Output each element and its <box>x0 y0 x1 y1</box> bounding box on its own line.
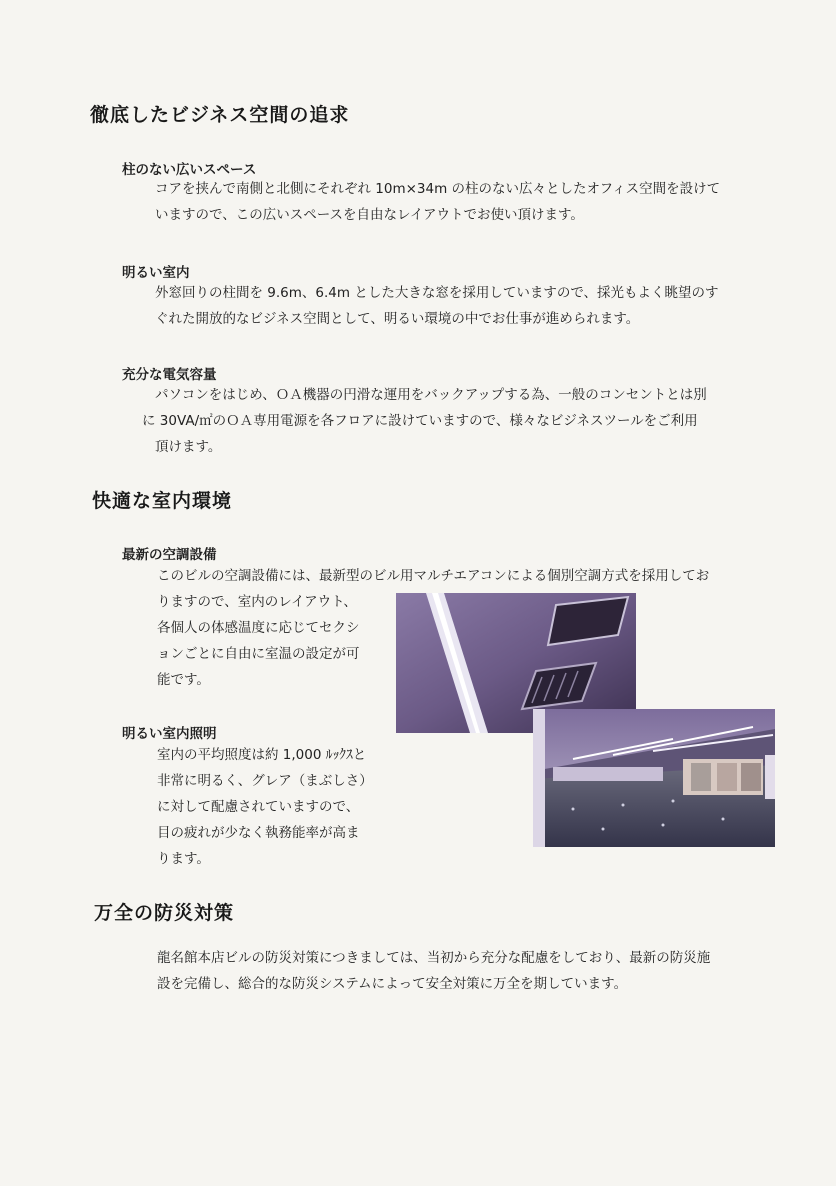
text-line: 外窓回りの柱間を 9.6m、6.4m とした大きな窓を採用していますので、採光もよく眺望のす <box>155 285 719 301</box>
section-title-comfortable-environment: 快適な室内環境 <box>92 490 233 512</box>
text-line: 能です。 <box>157 672 210 688</box>
text-line: いますので、この広いスペースを自由なレイアウトでお使い頂けます。 <box>155 207 584 223</box>
text-line: ります。 <box>157 851 210 867</box>
text-line: このビルの空調設備には、最新型のビル用マルチエアコンによる個別空調方式を採用してお <box>157 568 710 584</box>
text-line: 頂けます。 <box>155 439 222 455</box>
text-line: コアを挟んで南側と北側にそれぞれ 10m×34m の柱のない広々としたオフィス空間を設けて <box>155 181 721 197</box>
paragraph-electric-capacity <box>142 382 707 460</box>
paragraph-lighting <box>157 742 373 872</box>
heading-electric-capacity: 充分な電気容量 <box>122 367 217 383</box>
text-line: 龍名館本店ビルの防災対策につきましては、当初から充分な配慮をしており、最新の防災施 <box>157 950 711 966</box>
office-interior-photo <box>533 709 775 847</box>
paragraph-bright-room <box>155 280 719 332</box>
text-line: 各個人の体感温度に応じてセクシ <box>157 620 360 636</box>
section-title-business-space: 徹底したビジネス空間の追求 <box>90 104 350 126</box>
heading-bright-room: 明るい室内 <box>122 265 190 281</box>
paragraph-column-free-space <box>155 176 720 228</box>
text-line: に対して配慮されていますので、 <box>157 799 360 815</box>
heading-air-conditioning: 最新の空調設備 <box>122 547 217 563</box>
text-line: ョンごとに自由に室温の設定が可 <box>157 646 360 662</box>
text-line: に 30VA/㎡のＯＡ専用電源を各フロアに設けていますので、様々なビジネスツールをご利用 <box>142 413 698 429</box>
section-title-disaster-prevention: 万全の防災対策 <box>94 902 235 924</box>
heading-column-free-space: 柱のない広いスペース <box>122 162 257 178</box>
text-line: 非常に明るく、グレア（まぶしさ） <box>157 773 373 789</box>
text-line: 室内の平均照度は約 1,000 ﾙｯｸｽと <box>157 747 367 763</box>
text-line: ぐれた開放的なビジネス空間として、明るい環境の中でお仕事が進められます。 <box>155 311 640 327</box>
text-line: 目の疲れが少なく執務能率が高ま <box>157 825 360 841</box>
heading-lighting: 明るい室内照明 <box>122 726 217 742</box>
office-photo-graphic <box>533 709 775 847</box>
paragraph-disaster-prevention <box>157 945 710 997</box>
text-line: パソコンをはじめ、ＯＡ機器の円滑な運用をバックアップする為、一般のコンセントとは別 <box>155 387 707 403</box>
text-line: 設を完備し、総合的な防災システムによって安全対策に万全を期しています。 <box>157 976 628 992</box>
text-line: りますので、室内のレイアウト、 <box>157 594 357 610</box>
